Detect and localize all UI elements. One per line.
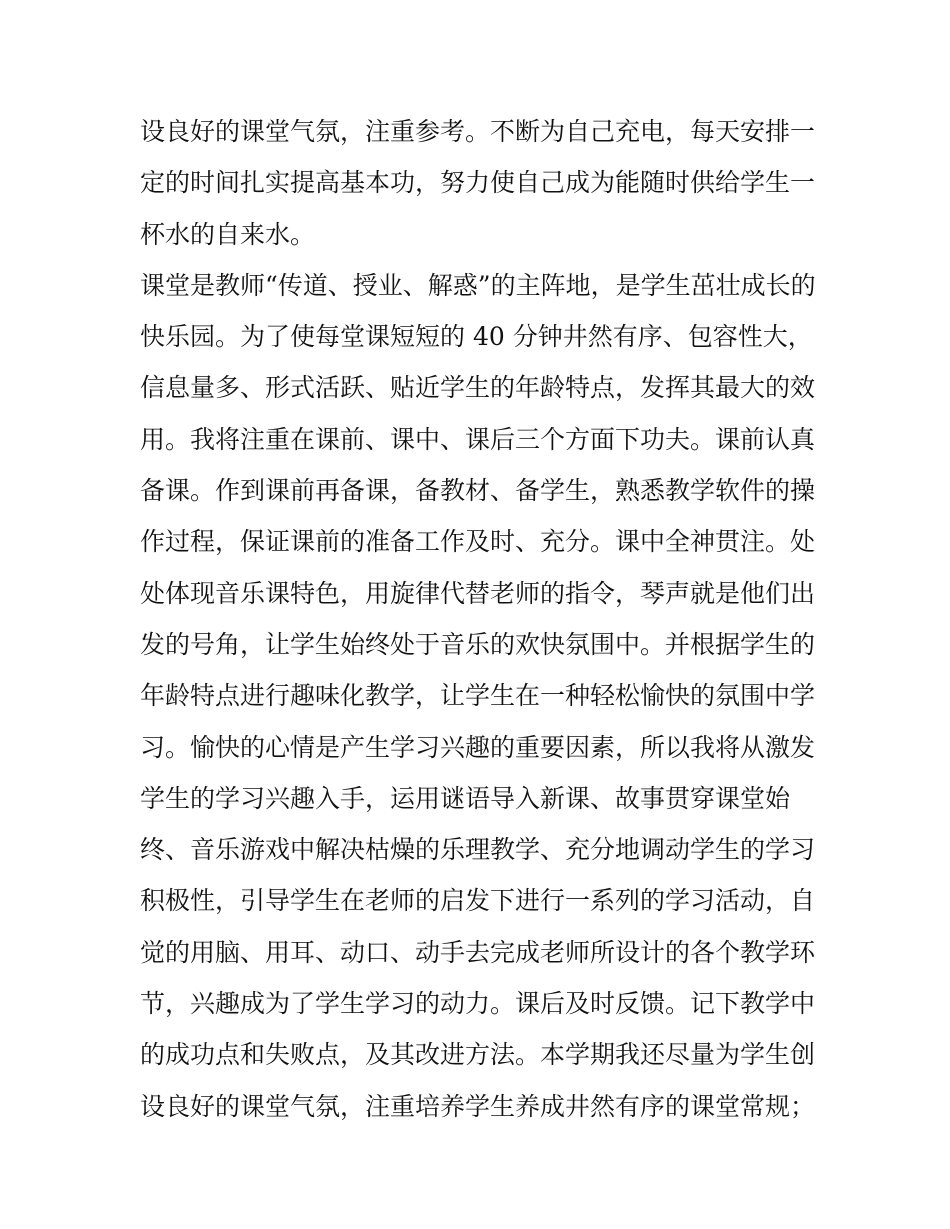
text-line: 信息量多、形式活跃、贴近学生的年龄特点，发挥其最大的效 (140, 373, 816, 403)
text-line: 年龄特点进行趣味化教学，让学生在一种轻松愉快的氛围中学 (140, 681, 816, 711)
text-line: 杯水的自来水。 (140, 219, 316, 249)
text-line: 课堂是教师“传道、授业、解惑”的主阵地，是学生茁壮成长的 (140, 270, 816, 300)
text-line: 觉的用脑、用耳、动口、动手去完成老师所设计的各个教学环 (140, 937, 816, 967)
text-line: 处体现音乐课特色，用旋律代替老师的指令，琴声就是他们出 (140, 578, 816, 608)
text-line: 节，兴趣成为了学生学习的动力。课后及时反馈。记下教学中 (140, 989, 816, 1019)
text-line: 发的号角，让学生始终处于音乐的欢快氛围中。并根据学生的 (140, 629, 816, 659)
text-line: 设良好的课堂气氛，注重培养学生养成井然有序的课堂常规； (140, 1091, 816, 1121)
body-text (140, 106, 830, 1132)
text-line: 学生的学习兴趣入手，运用谜语导入新课、故事贯穿课堂始 (140, 783, 791, 813)
text-line: 快乐园。为了使每堂课短短的 40 分钟井然有序、包容性大， (140, 322, 813, 352)
text-line: 设良好的课堂气氛，注重参考。不断为自己充电，每天安排一 (140, 117, 816, 146)
text-line: 用。我将注重在课前、课中、课后三个方面下功夫。课前认真 (140, 424, 816, 454)
text-line: 积极性，引导学生在老师的启发下进行一系列的学习活动，自 (140, 886, 816, 916)
text-line: 习。愉快的心情是产生学习兴趣的重要因素，所以我将从激发 (140, 732, 816, 762)
text-line: 作过程，保证课前的准备工作及时、充分。课中全神贯注。处 (140, 527, 816, 557)
text-line: 终、音乐游戏中解决枯燥的乐理教学、充分地调动学生的学习 (140, 835, 816, 865)
text-line: 备课。作到课前再备课，备教材、备学生，熟悉教学软件的操 (140, 476, 816, 506)
text-line: 定的时间扎实提高基本功，努力使自己成为能随时供给学生一 (140, 168, 816, 198)
text-line: 的成功点和失败点，及其改进方法。本学期我还尽量为学生创 (140, 1040, 816, 1070)
